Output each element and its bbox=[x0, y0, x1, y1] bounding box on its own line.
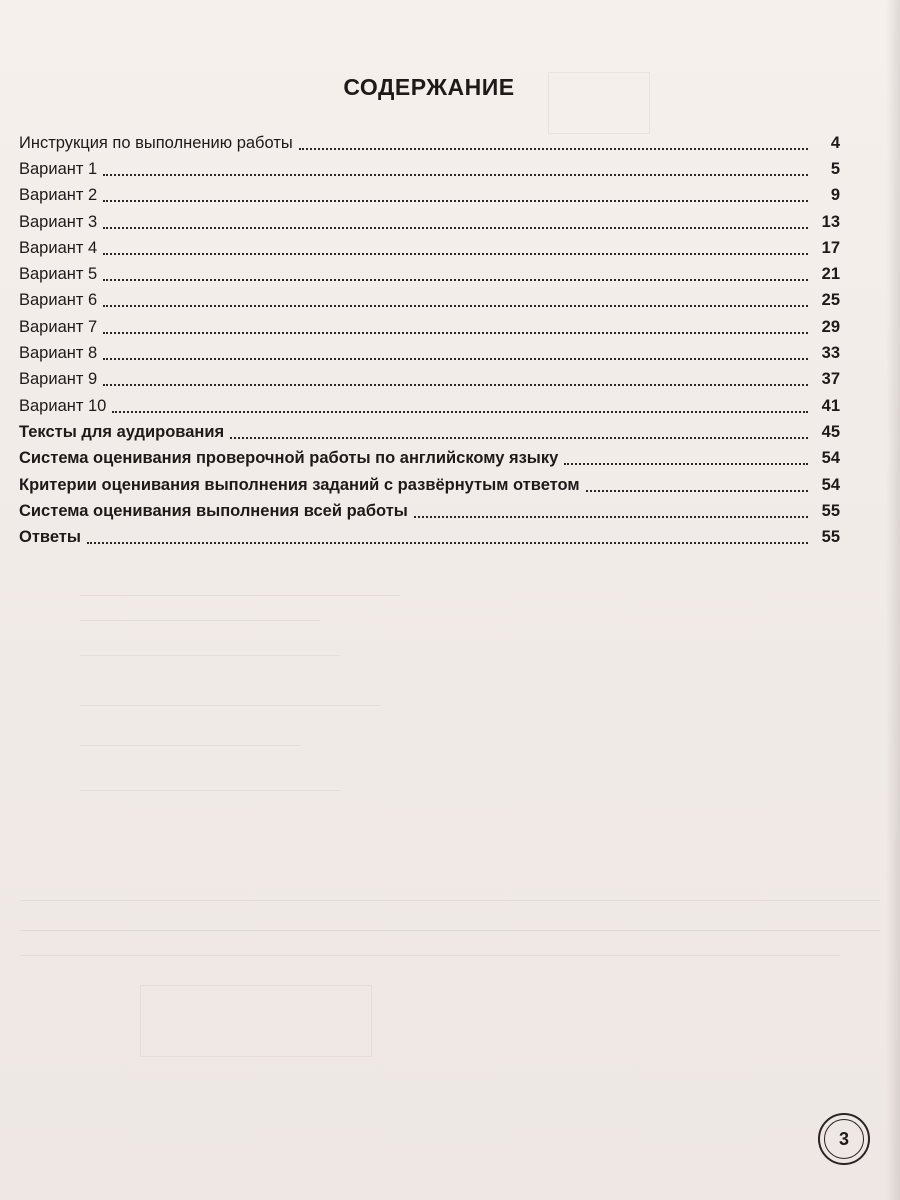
toc-leader-dots bbox=[586, 489, 808, 492]
toc-entry-label: Вариант 4 bbox=[19, 238, 98, 257]
toc-entry[interactable] bbox=[19, 367, 840, 393]
page-number: 3 bbox=[824, 1119, 864, 1159]
toc-entry-label: Вариант 3 bbox=[19, 212, 98, 231]
toc-leader-dots bbox=[87, 541, 808, 544]
toc-leader-dots bbox=[414, 515, 808, 518]
toc-entry-page: 33 bbox=[821, 344, 840, 363]
toc-entry-label: Ответы bbox=[19, 528, 81, 547]
toc-leader-dots bbox=[103, 383, 808, 386]
toc-entry-label: Вариант 6 bbox=[19, 291, 98, 310]
toc-entry-label: Вариант 2 bbox=[19, 186, 98, 205]
toc-leader-dots bbox=[299, 147, 808, 150]
toc-entry-label: Вариант 7 bbox=[19, 317, 98, 336]
toc-entry-page: 4 bbox=[830, 133, 840, 152]
page-title: СОДЕРЖАНИЕ bbox=[343, 74, 515, 100]
toc-leader-dots bbox=[103, 278, 808, 281]
toc-entry-page: 55 bbox=[821, 501, 840, 520]
toc-entry-label: Вариант 1 bbox=[19, 159, 98, 178]
toc-entry-label: Вариант 9 bbox=[19, 370, 98, 389]
toc-entry-page: 55 bbox=[821, 528, 840, 547]
page-number-badge bbox=[818, 1113, 870, 1165]
toc-entry-page: 54 bbox=[821, 449, 840, 468]
toc-entry[interactable] bbox=[19, 340, 840, 366]
toc-entry[interactable] bbox=[19, 419, 840, 445]
toc-entry[interactable] bbox=[19, 156, 840, 182]
toc-entry[interactable] bbox=[19, 261, 840, 287]
toc-leader-dots bbox=[103, 173, 808, 176]
toc-entry-label: Вариант 8 bbox=[19, 344, 98, 363]
toc-leader-dots bbox=[112, 410, 808, 413]
toc-entry[interactable] bbox=[19, 183, 840, 209]
toc-leader-dots bbox=[103, 252, 808, 255]
toc-entry[interactable] bbox=[19, 472, 840, 498]
page-edge-shadow bbox=[886, 0, 900, 1200]
toc-entry-label: Система оценивания выполнения всей работы bbox=[19, 501, 408, 520]
toc-entry[interactable] bbox=[19, 498, 840, 524]
toc-entry[interactable] bbox=[19, 288, 840, 314]
toc-entry[interactable] bbox=[19, 524, 840, 550]
toc-entry[interactable] bbox=[19, 235, 840, 261]
toc-leader-dots bbox=[103, 199, 808, 202]
toc-entry[interactable] bbox=[19, 130, 840, 156]
toc-entry-page: 37 bbox=[821, 370, 840, 389]
toc-entry-page: 29 bbox=[821, 317, 840, 336]
toc-leader-dots bbox=[103, 331, 808, 334]
toc-entry[interactable] bbox=[19, 446, 840, 472]
toc-entry-label: Вариант 5 bbox=[19, 265, 98, 284]
toc-entry-page: 5 bbox=[830, 159, 840, 178]
toc-entry[interactable] bbox=[19, 314, 840, 340]
table-of-contents bbox=[19, 130, 840, 551]
toc-leader-dots bbox=[103, 357, 808, 360]
toc-entry-label: Критерии оценивания выполнения заданий с развёрнутым ответом bbox=[19, 475, 580, 494]
toc-entry-page: 9 bbox=[830, 186, 840, 205]
toc-entry-label: Инструкция по выполнению работы bbox=[19, 133, 293, 152]
toc-leader-dots bbox=[564, 462, 808, 465]
toc-leader-dots bbox=[103, 304, 808, 307]
toc-leader-dots bbox=[103, 226, 808, 229]
toc-entry-label: Система оценивания проверочной работы по английскому языку bbox=[19, 449, 559, 468]
toc-entry-label: Вариант 10 bbox=[19, 396, 107, 415]
toc-entry-page: 45 bbox=[821, 422, 840, 441]
toc-entry-page: 54 bbox=[821, 475, 840, 494]
toc-entry-page: 25 bbox=[821, 291, 840, 310]
toc-entry[interactable] bbox=[19, 209, 840, 235]
toc-entry-page: 17 bbox=[821, 238, 840, 257]
toc-entry-page: 13 bbox=[821, 212, 840, 231]
toc-leader-dots bbox=[230, 436, 808, 439]
toc-entry-page: 21 bbox=[821, 265, 840, 284]
toc-entry[interactable] bbox=[19, 393, 840, 419]
toc-entry-label: Тексты для аудирования bbox=[19, 422, 225, 441]
toc-entry-page: 41 bbox=[821, 396, 840, 415]
